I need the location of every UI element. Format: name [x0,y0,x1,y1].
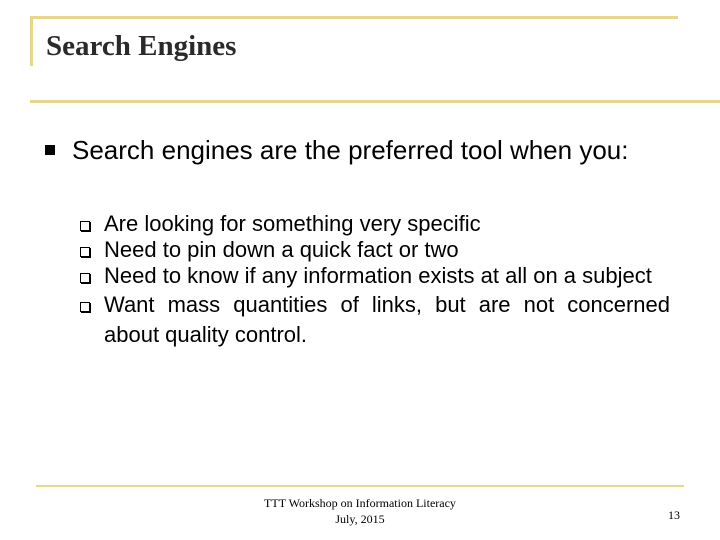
square-bullet-icon [45,145,55,155]
hollow-square-bullet-icon [80,247,90,257]
slide-title: Search Engines [46,30,237,62]
sub-bullet-item [80,290,670,350]
title-left-rule [30,16,33,66]
hollow-square-bullet-icon [80,302,90,312]
hollow-square-bullet-icon [80,273,90,283]
main-bullet-text: Search engines are the preferred tool when you: [72,135,629,165]
sub-bullet-text: Are looking for something very specific [104,211,481,236]
sub-bullet-text: Need to pin down a quick fact or two [104,237,459,262]
sub-bullet-text: Need to know if any information exists at all on a subject [104,263,652,288]
title-top-rule [30,16,678,19]
sub-bullet-text: Want mass quantities of links, but are not concerned about quality control. [104,292,670,347]
sub-bullet-item [80,261,670,291]
footer-text [250,495,470,527]
footer-workshop: TTT Workshop on Information Literacy [264,496,456,510]
hollow-square-bullet-icon [80,221,90,231]
page-number: 13 [668,508,680,522]
footer-rule [36,485,684,487]
title-bottom-rule [30,100,720,103]
sub-bullet-list [80,209,670,355]
footer-date: July, 2015 [335,512,385,526]
